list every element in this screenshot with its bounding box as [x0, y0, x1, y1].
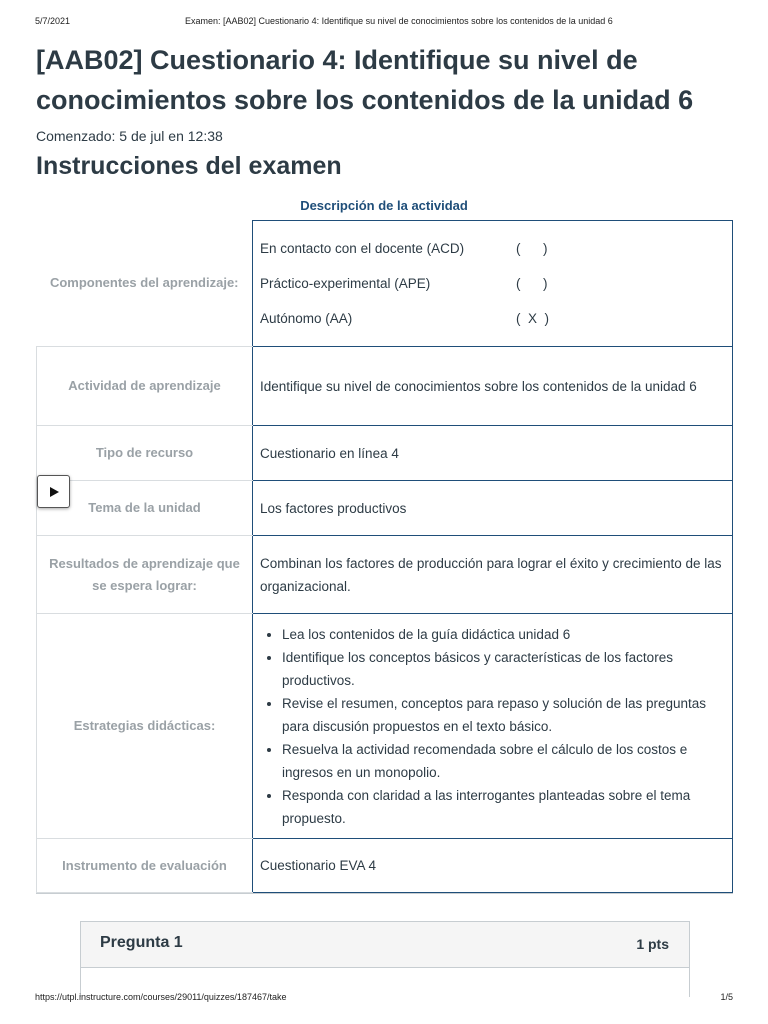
- component-mark: ( ): [516, 241, 548, 256]
- section-divider: [36, 893, 733, 894]
- print-page-number: 1/5: [720, 992, 733, 1002]
- unit-topic-value: Los factores productivos: [253, 481, 733, 536]
- resource-type-value: Cuestionario en línea 4: [253, 426, 733, 481]
- component-mark: ( ): [516, 276, 548, 291]
- question-title: Pregunta 1: [100, 934, 183, 951]
- table-row-unit-topic: [37, 481, 733, 536]
- table-row-expected-results: [37, 536, 733, 614]
- resource-type-label: Tipo de recurso: [37, 426, 253, 481]
- evaluation-instrument-label: Instrumento de evaluación: [37, 839, 253, 893]
- component-name: Práctico-experimental (APE): [260, 276, 431, 291]
- component-item: [260, 301, 725, 336]
- list-item: • Lea los contenidos de la guía didáctica unidad 6: [282, 623, 725, 646]
- question-points: 1 pts: [636, 936, 669, 952]
- component-name: Autónomo (AA): [260, 311, 353, 326]
- list-item: • Responda con claridad a las interrogantes planteadas sobre el tema propuesto.: [282, 784, 725, 830]
- print-date: 5/7/2021: [35, 16, 71, 26]
- component-item: [260, 231, 725, 266]
- learning-activity-label: Actividad de aprendizaje: [37, 347, 253, 426]
- print-url: https://utpl.instructure.com/courses/29011/quizzes/187467/take: [35, 992, 287, 1002]
- list-item: • Revise el resumen, conceptos para repaso y solución de las preguntas para discusión propuestos en el texto básico.: [282, 692, 725, 738]
- started-timestamp: Comenzado: 5 de jul en 12:38: [36, 128, 223, 144]
- page-title: [AAB02] Cuestionario 4: Identifique su nivel de conocimientos sobre los contenidos de la unidad 6: [36, 45, 694, 115]
- learning-activity-value: Identifique su nivel de conocimientos sobre los contenidos de la unidad 6: [253, 347, 733, 426]
- table-row-components: [37, 221, 733, 347]
- print-document-title: Examen: [AAB02] Cuestionario 4: Identifique su nivel de conocimientos sobre los contenidos de la unidad 6: [185, 16, 613, 26]
- activity-description-caption: Descripción de la actividad: [300, 198, 468, 213]
- unit-topic-label: Tema de la unidad: [37, 481, 253, 536]
- media-play-button[interactable]: [37, 475, 70, 508]
- evaluation-instrument-value: Cuestionario EVA 4: [253, 839, 733, 893]
- table-row-resource-type: [37, 426, 733, 481]
- instructions-heading: Instrucciones del examen: [36, 152, 342, 180]
- expected-results-value: Combinan los factores de producción para lograr el éxito y crecimiento de las organizacional.: [253, 536, 733, 614]
- component-mark: ( X ): [516, 311, 549, 326]
- activity-description-table: [36, 220, 733, 893]
- components-label: Componentes del aprendizaje:: [37, 221, 253, 347]
- expected-results-label: Resultados de aprendizaje que se espera lograr:: [37, 536, 253, 614]
- table-row-evaluation-instrument: [37, 839, 733, 893]
- question-header: [81, 922, 689, 968]
- table-row-strategies: [37, 614, 733, 839]
- strategies-list: [260, 623, 725, 830]
- strategies-value: [253, 614, 733, 839]
- strategies-label: Estrategias didácticas:: [37, 614, 253, 839]
- table-row-learning-activity: [37, 347, 733, 426]
- list-item: • Identifique los conceptos básicos y características de los factores productivos.: [282, 646, 725, 692]
- components-value: [253, 221, 733, 347]
- component-item: [260, 266, 725, 301]
- question-card: [80, 921, 690, 997]
- play-icon: [49, 487, 59, 497]
- component-name: En contacto con el docente (ACD): [260, 241, 465, 256]
- list-item: • Resuelva la actividad recomendada sobre el cálculo de los costos e ingresos en un monopolio.: [282, 738, 725, 784]
